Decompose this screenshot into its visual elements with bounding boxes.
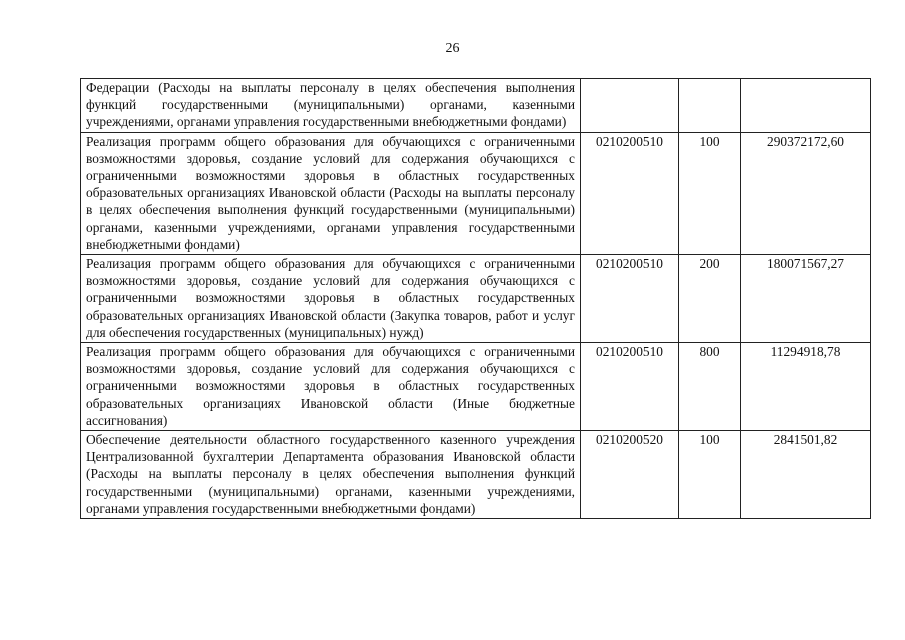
budget-table — [80, 78, 871, 519]
expense-type-cell: 800 — [679, 343, 741, 431]
amount-cell: 180071567,27 — [741, 255, 871, 343]
expense-type-cell — [679, 79, 741, 133]
table-row — [81, 79, 871, 133]
expense-type-cell: 100 — [679, 132, 741, 254]
table-row — [81, 132, 871, 254]
target-code-cell: 0210200510 — [581, 255, 679, 343]
amount-cell: 11294918,78 — [741, 343, 871, 431]
target-code-cell: 0210200520 — [581, 431, 679, 519]
expense-name-cell: Федерации (Расходы на выплаты персоналу в целях обеспечения выполнения функций государственными (муниципальными) органами, казенными учреждениями, органами управления государственными внебюджетными фондами) — [81, 79, 581, 133]
expense-type-cell: 200 — [679, 255, 741, 343]
target-code-cell: 0210200510 — [581, 343, 679, 431]
expense-type-cell: 100 — [679, 431, 741, 519]
target-code-cell — [581, 79, 679, 133]
amount-cell — [741, 79, 871, 133]
table-row — [81, 431, 871, 519]
expense-name-cell: Реализация программ общего образования для обучающихся с ограниченными возможностями здоровья, создание условий для содержания обучающихся с ограниченными возможностями здоровья в областных государственных образовательных организациях Ивановской области (Иные бюджетные ассигнования) — [81, 343, 581, 431]
table-row — [81, 343, 871, 431]
amount-cell: 2841501,82 — [741, 431, 871, 519]
expense-name-cell: Реализация программ общего образования для обучающихся с ограниченными возможностями здоровья, создание условий для содержания обучающихся с ограниченными возможностями здоровья в областных государственных образовательных организациях Ивановской области (Закупка товаров, работ и услуг для обеспечения государственных (муниципальных) нужд) — [81, 255, 581, 343]
page-number: 26 — [445, 41, 460, 56]
target-code-cell: 0210200510 — [581, 132, 679, 254]
expense-name-cell: Реализация программ общего образования для обучающихся с ограниченными возможностями здоровья, создание условий для содержания обучающихся с ограниченными возможностями здоровья в областных государственных образовательных организациях Ивановской области (Расходы на выплаты персоналу в целях обеспечения выполнения функций государственными (муниципальными) органами, казенными учреждениями, органами управления государственными внебюджетными фондами) — [81, 132, 581, 254]
table-row — [81, 255, 871, 343]
amount-cell: 290372172,60 — [741, 132, 871, 254]
expense-name-cell: Обеспечение деятельности областного государственного казенного учреждения Централизованной бухгалтерии Департамента образования Ивановской области (Расходы на выплаты персоналу в целях обеспечения выполнения функций государственными (муниципальными) органами, казенными учреждениями, органами управления государственными внебюджетными фондами) — [81, 431, 581, 519]
